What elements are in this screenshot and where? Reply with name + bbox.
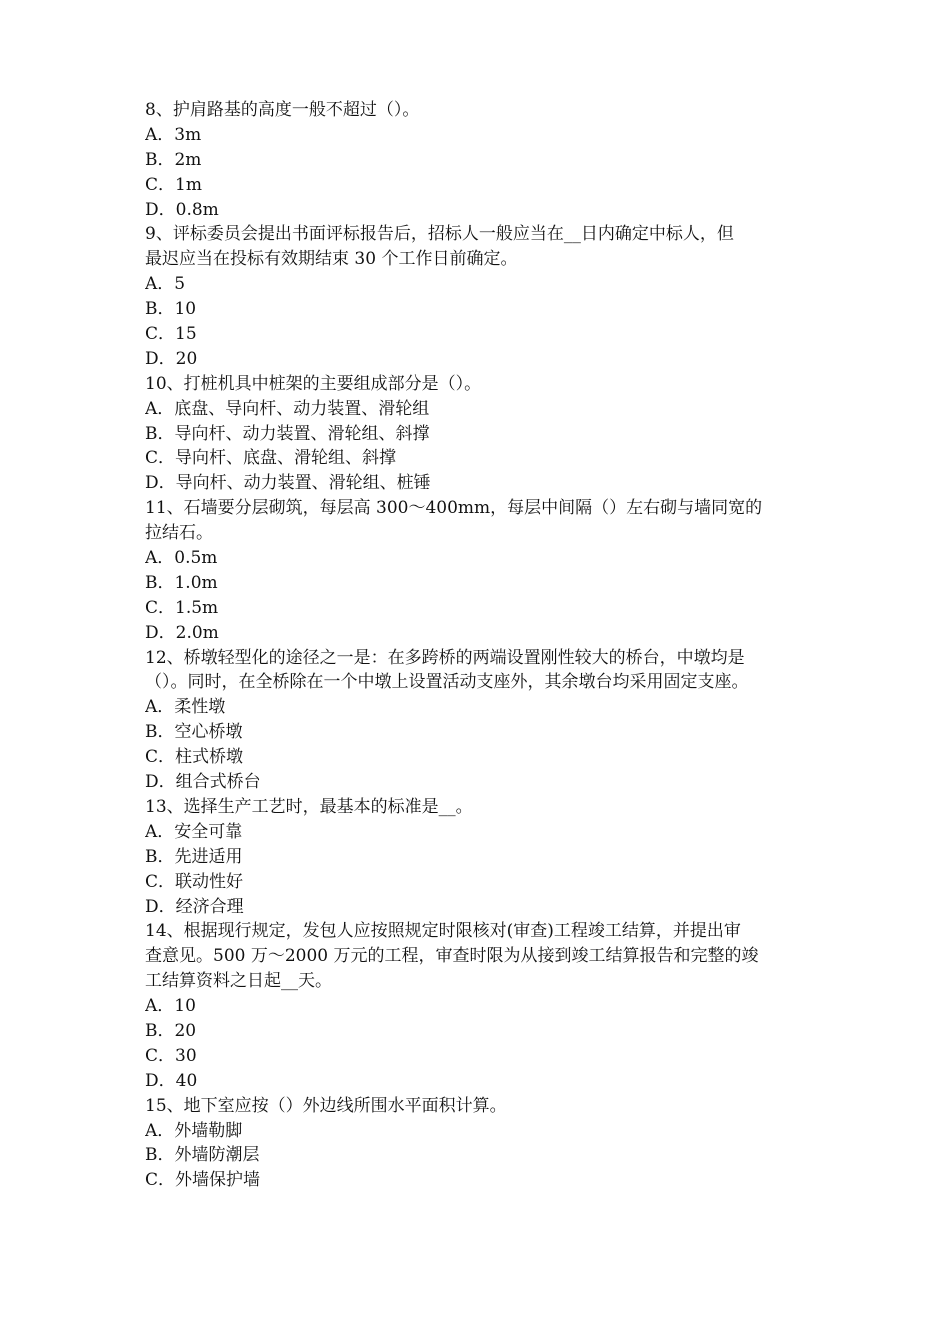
answer-option: D．0.8m bbox=[145, 199, 219, 220]
answer-option: B．导向杆、动力装置、滑轮组、斜撑 bbox=[145, 423, 430, 444]
answer-option: A．3m bbox=[145, 124, 202, 145]
answer-option: C．1m bbox=[145, 174, 202, 195]
answer-option: C．导向杆、底盘、滑轮组、斜撑 bbox=[145, 448, 397, 469]
question-text: 工结算资料之日起__天。 bbox=[145, 971, 332, 992]
answer-option: D．40 bbox=[145, 1070, 198, 1091]
question-text: 15、地下室应按（）外边线所围水平面积计算。 bbox=[145, 1095, 507, 1116]
question-text: 14、根据现行规定，发包人应按照规定时限核对(审查)工程竣工结算，并提出审 bbox=[145, 921, 741, 942]
answer-option: C．15 bbox=[145, 324, 197, 345]
answer-option: B．空心桥墩 bbox=[145, 722, 243, 743]
answer-option: A．10 bbox=[145, 996, 196, 1017]
question-text: 8、护肩路基的高度一般不超过（）。 bbox=[145, 100, 420, 120]
question-text: （）。同时，在全桥除在一个中墩上设置活动支座外，其余墩台均采用固定支座。 bbox=[145, 672, 749, 693]
question-list bbox=[145, 98, 810, 1193]
question-block bbox=[145, 795, 810, 919]
question-block bbox=[145, 98, 810, 222]
answer-option: A．0.5m bbox=[145, 548, 218, 569]
answer-option: B．20 bbox=[145, 1020, 197, 1041]
answer-option: D．2.0m bbox=[145, 622, 219, 643]
answer-option: D．导向杆、动力装置、滑轮组、桩锤 bbox=[145, 473, 431, 494]
answer-option: B．1.0m bbox=[145, 572, 218, 593]
answer-option: B．外墙防潮层 bbox=[145, 1145, 260, 1166]
answer-option: D．20 bbox=[145, 348, 198, 369]
answer-option: C．1.5m bbox=[145, 597, 219, 618]
question-block bbox=[145, 496, 810, 645]
answer-option: A．底盘、导向杆、动力装置、滑轮组 bbox=[145, 398, 430, 419]
question-text: 查意见。500 万～2000 万元的工程，审查时限为从接到竣工结算报告和完整的竣 bbox=[145, 946, 759, 967]
question-text: 11、石墙要分层砌筑，每层高 300～400mm，每层中间隔（）左右砌与墙同宽的 bbox=[145, 498, 763, 519]
answer-option: A．5 bbox=[145, 274, 186, 295]
answer-option: D．经济合理 bbox=[145, 896, 244, 917]
question-text: 12、桥墩轻型化的途径之一是：在多跨桥的两端设置刚性较大的桥台，中墩均是 bbox=[145, 647, 745, 668]
answer-option: C．联动性好 bbox=[145, 871, 244, 892]
answer-option: C．外墙保护墙 bbox=[145, 1170, 261, 1191]
question-block bbox=[145, 919, 810, 1093]
answer-option: B．2m bbox=[145, 149, 202, 170]
answer-option: C．柱式桥墩 bbox=[145, 747, 244, 768]
answer-option: B．10 bbox=[145, 299, 197, 320]
question-block bbox=[145, 222, 810, 371]
question-text: 9、评标委员会提出书面评标报告后，招标人一般应当在__日内确定中标人，但 bbox=[145, 224, 734, 245]
answer-option: A．安全可靠 bbox=[145, 821, 243, 842]
answer-option: D．组合式桥台 bbox=[145, 772, 261, 793]
question-text: 10、打桩机具中桩架的主要组成部分是（）。 bbox=[145, 373, 482, 394]
answer-option: A．柔性墩 bbox=[145, 697, 226, 718]
question-text: 拉结石。 bbox=[145, 523, 213, 544]
question-block bbox=[145, 646, 810, 795]
question-text: 13、选择生产工艺时，最基本的标准是__。 bbox=[145, 796, 473, 817]
question-block bbox=[145, 1094, 810, 1194]
question-text: 最迟应当在投标有效期结束 30 个工作日前确定。 bbox=[145, 249, 518, 270]
question-block bbox=[145, 372, 810, 496]
answer-option: A．外墙勒脚 bbox=[145, 1120, 243, 1141]
answer-option: B．先进适用 bbox=[145, 846, 243, 867]
answer-option: C．30 bbox=[145, 1045, 197, 1066]
